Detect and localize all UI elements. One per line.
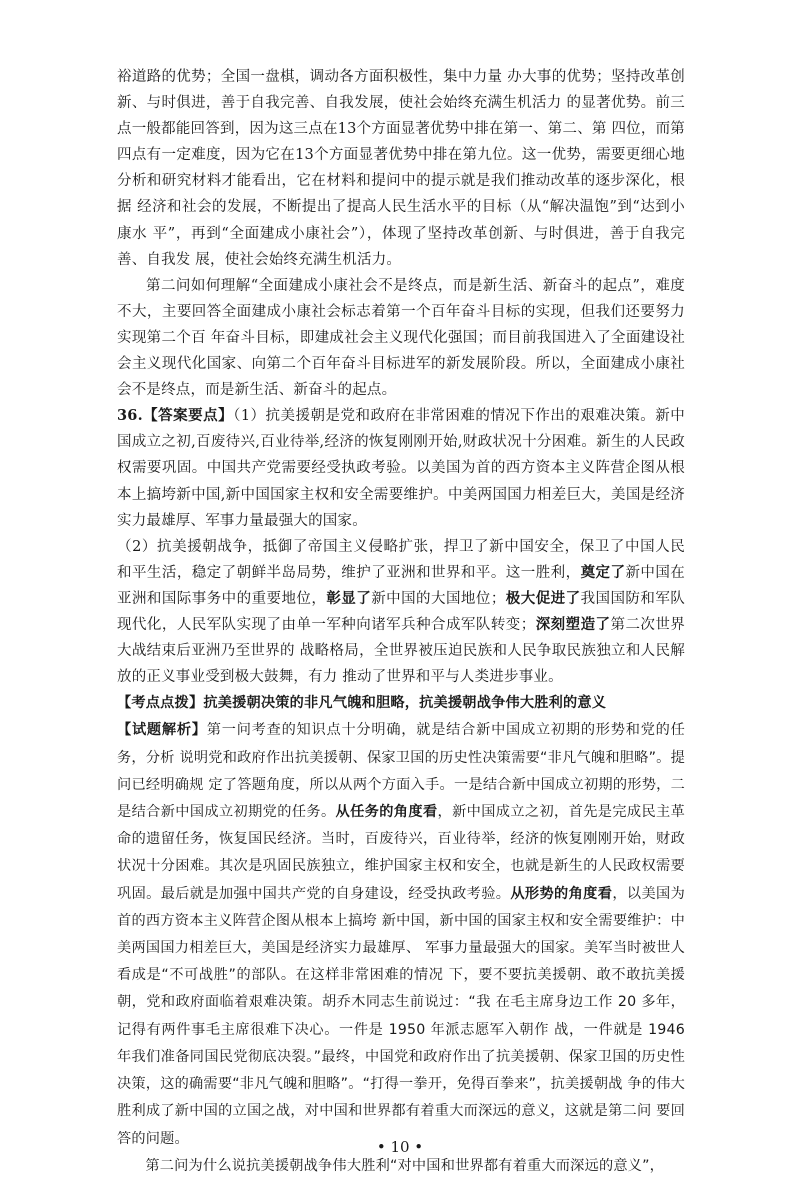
answer-part2-emphasis-2: 彰显了 (326, 589, 372, 607)
analysis-label: 【试题解析】 (117, 722, 207, 739)
key-points-label: 【考点点拨】 (117, 695, 204, 712)
answer-part2-text-d: 新中国的大国地位； (371, 590, 506, 607)
answer-part2-text-f: 第二次世界大战结束后亚洲乃至世界的 战略格局，全世界被压迫民族和人民争取民族独立和人民解放的正义事业受到极大鼓舞，有力 推动了世界和平与人类进步事业。 (117, 616, 685, 686)
analysis-text-3: ，以美国为首的西方资本主义阵营企图从根本上搞垮 新中国，新中国的国家主权和安全需要维护：中美两国国力相差巨大，美国是经济实力最雄厚、 军事力量最强大的国家。美军当时被世人看成是“不可战胜”的部队。在这样非常困难的情况 下，要不要抗美援朝、敢不敢抗美援朝，党和政府面临着艰难决策。胡乔木同志生前说过：“我 在毛主席身边工作 20 多年，记得有两件事毛主席很难下决心。一件是 1950 年派志愿军入朝作 战，一件就是 1946 年我们准备同国民党彻底决裂。”最终，中国党和政府作出了抗美援朝、保家卫国的历史性决策，这的确需要“非凡气魄和胆略”。“打得一拳开，免得百拳来”，抗美援朝战 争的伟大胜利成了新中国的立国之战，对中国和世界都有着重大而深远的意义，这就是第二问 要回答的问题。 (117, 885, 685, 1147)
page-number: • 10 • (376, 1138, 424, 1156)
paragraph-second-question-analysis: 第二问如何理解“全面建成小康社会不是终点，而是新生活、新奋斗的起点”，难度不大，主要回答全面建成小康社会标志着第一个百年奋斗目标的实现，但我们还要努力实现第二个百 年奋斗目标，即建成社会主义现代化强国；而目前我国进入了全面建设社会主义现代化国家、向第二个百年奋斗目标进军的新发展阶段。所以，全面建成小康社会不是终点，而是新生活、新奋斗的起点。 (117, 277, 685, 399)
question-number: 36. (117, 407, 143, 425)
analysis-emphasis-task: 从任务的角度看 (335, 804, 438, 821)
answer-part2-emphasis-4: 深刻塑造了 (535, 615, 611, 633)
paragraph-continued-answer: 裕道路的优势；全国一盘棋，调动各方面积极性，集中力量 办大事的优势；坚持改革创新、与时俱进，善于自我完善、自我发展，使社会始终充满生机活力 的显著优势。前三点一般都能回答到，因为这三点在13个方面显著优势中排在第一、第二、第 四位，而第四点有一定难度，因为它在13个方面显著优势中排在第九位。这一优势，需要更细心地分析和研究材料才能看出，它在材料和提问中的提示就是我们推动改革的逐步深化，根据 经济和社会的发展，不断提出了提高人民生活水平的目标（从“解决温饱”到“达到小康水 平”，再到“全面建成小康社会”），体现了坚持改革创新、与时俱进，善于自我完善、自我发 展，使社会始终充满生机活力。 (117, 69, 685, 268)
analysis-text-1: 第一问考查的知识点十分明确，就是结合新中国成立初期的形势和党的任务，分析 说明党和政府作出抗美援朝、保家卫国的历史性决策需要“非凡气魄和胆略”。提问已经明确规 定了答题角度，所以从两个方面入手。一是结合新中国成立初期的形势，二是结合新中国成立初期党的任务。 (117, 722, 686, 821)
answer-part2-emphasis-1: 奠定了 (580, 563, 626, 581)
analysis-text-2: ，新中国成立之初，首先是完成民主革命的遗留任务，恢复国民经济。当时，百废待兴，百业待举，经济的恢复刚刚开始，财政状况十分困难。其次是巩固民族独立，维护国家主权和安全，也就是新生的人民政权需要巩固。最后就是加强中国共产党的自身建设，经受执政考验。 (117, 804, 685, 902)
question-analysis (117, 717, 685, 1152)
analysis-emphasis-situation: 从形势的角度看 (510, 885, 613, 902)
question-36-answer-part2 (117, 534, 685, 691)
paragraph-last: 第二问为什么说抗美援朝战争伟大胜利“对中国和世界都有着重大而深远的意义”， (145, 1157, 665, 1174)
answer-part2-text-a: （2）抗美援朝战争，抵御了帝国主义侵略扩张，捍卫了新中国安全，保卫了中国人民和平生活，稳定了朝鲜半岛局势，维护了亚洲和世界和平。这一胜利， (117, 538, 685, 581)
answer-part1-text: （1）抗美援朝是党和政府在非常困难的情况下作出的艰难决策。新中国成立之初,百废待兴,百业待举,经济的恢复刚刚开始,财政状况十分困难。新生的人民政权需要巩固。中国共产党需要经受执政考验。以美国为首的西方资本主义阵营企图从根本上搞垮新中国,新中国国家主权和安全需要维护。中美两国国力相差巨大，美国是经济实力最雄厚、军事力量最强大的国家。 (117, 408, 685, 529)
answer-part2-emphasis-3: 极大促进了 (505, 589, 581, 607)
key-points-line (117, 690, 685, 717)
answer-part2-text-e: 我国国防和军队现代化，人民军队实现了由单一军种向诸军兵种合成军队转变； (117, 590, 685, 633)
answer-part2-text-c: 新中国在亚洲和国际事务中的重要地位， (117, 564, 685, 607)
answer-points-label: 【答案要点】 (142, 407, 234, 425)
document-body (117, 64, 685, 1180)
question-36-answer-part1 (117, 403, 685, 533)
key-points-text: 抗美援朝决策的非凡气魄和胆略，抗美援朝战争伟大胜利的意义 (203, 695, 607, 712)
